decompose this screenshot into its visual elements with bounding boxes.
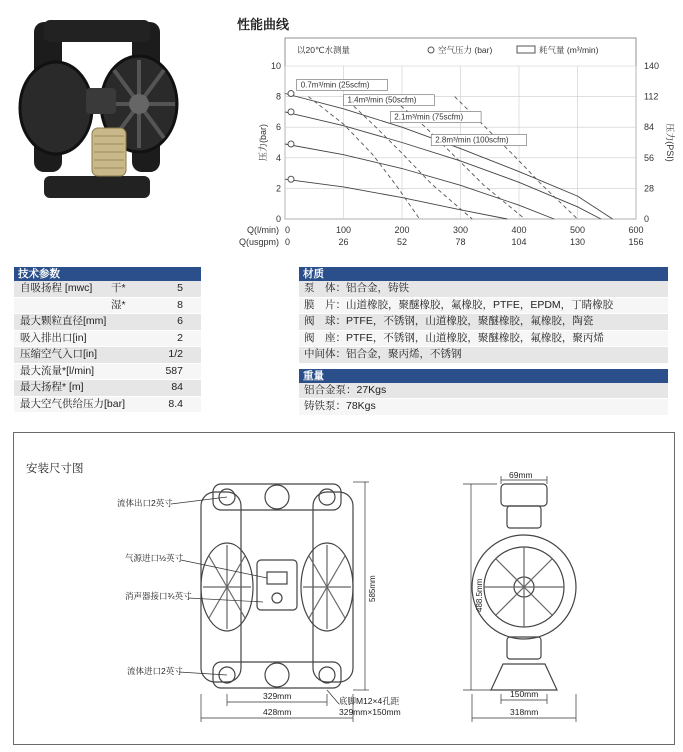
x-tick-usgpm: 156 (628, 237, 644, 247)
material-row (299, 347, 668, 364)
air-label: 0.7m³/min (25scfm) (300, 80, 370, 90)
y-tick-right: 0 (644, 214, 650, 224)
tech-sub: 湿* (111, 298, 126, 311)
y-tick-left: 0 (275, 214, 281, 224)
pressure-marker (288, 109, 294, 115)
weight-text: 铸铁泵：78Kgs (304, 400, 376, 412)
callout-air-inlet: 气源进口½英寸 (125, 553, 184, 563)
x-tick-usgpm: 78 (455, 237, 466, 247)
x-row1-label: Q(l/min) (247, 225, 279, 235)
dim-front-height: 585mm (368, 575, 377, 602)
install-title: 安装尺寸图 (26, 463, 84, 475)
y-tick-right: 28 (644, 183, 655, 194)
x-tick-lmin: 600 (628, 225, 644, 235)
install-drawings (13, 432, 675, 745)
material-row (299, 331, 668, 348)
x-tick-lmin: 0 (285, 225, 291, 235)
material-text: 阀 球：PTFE，不锈钢，山道橡胶，聚醚橡胶，氟橡胶，陶瓷 (304, 315, 594, 327)
pressure-marker (288, 176, 294, 182)
y-tick-left: 8 (275, 91, 281, 102)
tech-row (14, 331, 201, 348)
x-tick-lmin: 300 (452, 225, 469, 235)
material-row (299, 314, 668, 331)
tech-value: 8.4 (168, 397, 183, 410)
tech-value: 6 (177, 315, 183, 327)
front-view-drawing (201, 484, 353, 688)
tech-row (14, 314, 201, 331)
tech-label: 最大颗粒直径[mm] (20, 315, 107, 327)
weight-header: 重量 (299, 369, 668, 383)
legend-consumption-marker (517, 46, 535, 53)
x-tick-usgpm: 104 (511, 237, 527, 247)
dim-329: 329mm (263, 691, 292, 701)
tech-label: 自吸扬程 [mwc] (20, 282, 93, 294)
y-tick-right: 84 (644, 122, 655, 133)
tech-value: 1/2 (168, 348, 183, 360)
y-axis-label-right: 压力(PSI) (665, 123, 675, 162)
legend-pressure-marker (428, 47, 434, 53)
material-text: 中间体：铝合金，聚丙烯，不锈钢 (304, 348, 462, 360)
material-text: 膜 片：山道橡胶，聚醚橡胶，氟橡胶，PTFE，EPDM，丁睛橡胶 (304, 298, 614, 311)
weight-text: 铝合金泵：27Kgs (304, 383, 387, 396)
x-tick-lmin: 500 (569, 225, 586, 235)
tech-sub: 干* (111, 282, 126, 294)
legend-pressure: 空气压力 (bar) (438, 45, 493, 55)
air-label: 1.4m³/min (50scfm) (347, 95, 417, 105)
air-label: 2.1m³/min (75scfm) (394, 112, 464, 122)
tech-value: 5 (177, 282, 183, 294)
legend-consumption: 耗气量 (m³/min) (539, 45, 599, 55)
materials-table (299, 267, 668, 416)
dim-428: 428mm (263, 707, 292, 717)
tech-row (14, 364, 201, 381)
x-tick-usgpm: 52 (396, 237, 408, 247)
tech-row (14, 347, 201, 364)
tech-label: 压缩空气入口[in] (20, 348, 98, 360)
y-tick-right: 140 (644, 61, 660, 71)
tech-row (14, 380, 201, 397)
tech-row (14, 397, 201, 414)
tech-params-table (14, 267, 201, 413)
x-tick-usgpm: 0 (285, 237, 291, 247)
tech-label: 最大空气供给压力[bar] (20, 397, 126, 410)
pressure-marker (288, 91, 294, 97)
air-label: 2.8m³/min (100scfm) (435, 135, 509, 145)
y-tick-right: 112 (644, 91, 659, 102)
chart-title: 性能曲线 (237, 17, 290, 32)
material-row (299, 281, 668, 298)
tech-label: 最大流量*[l/min] (20, 364, 95, 377)
callout-inlet: 流体进口2英寸 (127, 666, 183, 676)
tech-value: 8 (177, 298, 183, 311)
tech-value: 587 (165, 364, 183, 377)
y-tick-left: 6 (275, 122, 281, 133)
y-tick-right: 56 (644, 152, 655, 163)
side-view-drawing (472, 484, 576, 690)
pump-photo (4, 8, 204, 208)
tech-value: 84 (171, 381, 183, 393)
y-tick-left: 4 (275, 152, 281, 163)
performance-chart (226, 36, 678, 250)
pressure-marker (288, 141, 294, 147)
foot-note-1: 底脚M12×4孔距 (339, 696, 400, 706)
material-text: 阀 座：PTFE，不锈钢，山道橡胶，聚醚橡胶，氟橡胶，聚丙烯 (304, 331, 604, 344)
tech-params-header: 技术参数 (14, 267, 201, 281)
y-tick-left: 2 (275, 183, 281, 194)
callout-outlet: 流体出口2英寸 (117, 498, 173, 508)
x-tick-usgpm: 130 (569, 237, 586, 247)
y-tick-left: 10 (270, 61, 281, 71)
x-tick-lmin: 200 (394, 225, 410, 235)
callout-muffler: 消声器接口¾英寸 (125, 591, 192, 601)
tech-label: 吸入排出口[in] (20, 331, 87, 344)
dim-150: 150mm (510, 689, 539, 699)
x-tick-lmin: 100 (335, 225, 352, 235)
x-row2-label: Q(usgpm) (238, 237, 279, 247)
weight-row (299, 399, 668, 416)
weight-row (299, 383, 668, 400)
dim-318: 318mm (510, 707, 539, 717)
y-axis-label-left: 压力(bar) (258, 123, 268, 162)
dim-488: 488.5mm (475, 578, 484, 612)
tech-value: 2 (177, 331, 183, 344)
x-tick-usgpm: 26 (338, 237, 349, 247)
foot-note-2: 329mm×150mm (339, 707, 401, 717)
dim-69: 69mm (509, 470, 533, 480)
tech-label: 最大扬程* [m] (20, 381, 84, 393)
tech-row (14, 281, 201, 298)
x-tick-lmin: 400 (511, 225, 527, 235)
material-row (299, 298, 668, 315)
chart-note: 以20℃水测量 (297, 45, 351, 55)
tech-row (14, 298, 201, 315)
material-text: 泵 体：铝合金，铸铁 (304, 282, 409, 294)
materials-header: 材质 (299, 267, 668, 281)
